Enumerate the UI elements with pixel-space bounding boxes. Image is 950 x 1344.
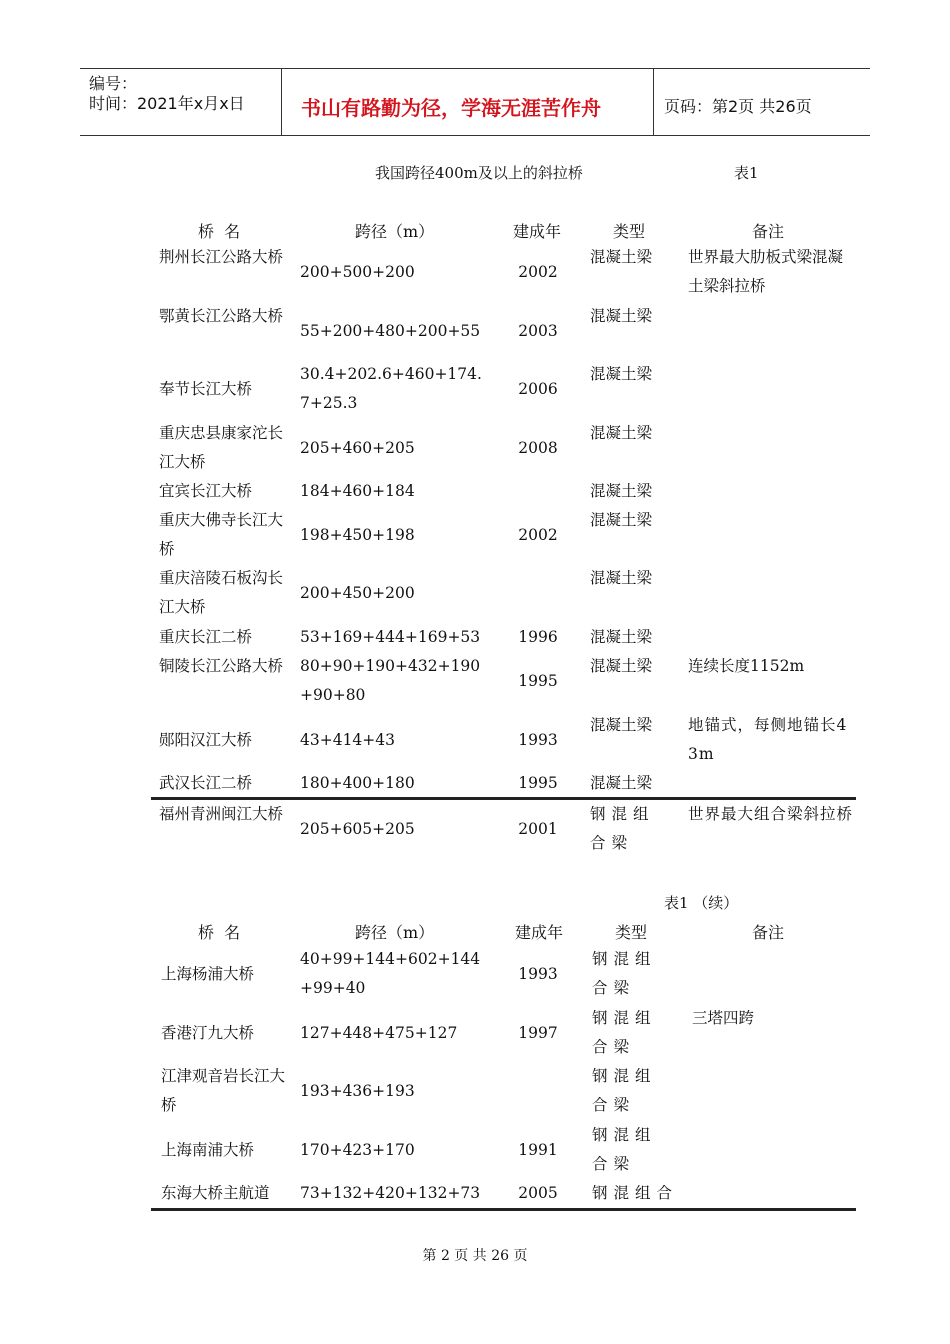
- header-top-rule: [80, 68, 870, 69]
- cell-span: 30.4+202.6+460+174.7+25.3: [300, 365, 482, 412]
- cell-type: 混凝土梁: [590, 657, 653, 675]
- header-bottom-rule: [80, 135, 870, 136]
- cell-span: 200+500+200: [300, 263, 415, 281]
- header-note: 备注: [752, 923, 785, 942]
- page-footer: 第 2 页 共 26 页: [422, 1248, 528, 1264]
- header-type: 类型: [613, 222, 646, 241]
- cell-year: 2005: [518, 1184, 558, 1202]
- cell-type: 混凝土梁: [590, 716, 653, 734]
- cell-type: 混凝土梁: [590, 365, 653, 383]
- cell-span: 53+169+444+169+53: [300, 628, 481, 646]
- table-1-title: 我国跨径400m及以上的斜拉桥: [375, 164, 583, 182]
- table-1-label: 表1: [734, 164, 759, 182]
- cell-type: 钢混组合梁: [592, 1067, 657, 1114]
- cell-name: 鄂黄长江公路大桥: [159, 307, 284, 325]
- cell-year: 1995: [518, 774, 558, 792]
- cell-note: 世界最大组合梁斜拉桥: [688, 805, 854, 823]
- cell-year: 1995: [518, 672, 558, 690]
- cell-note: 世界最大肋板式梁混凝土梁斜拉桥: [688, 248, 844, 295]
- header-span: 跨径（m）: [355, 923, 435, 942]
- cell-name: 香港汀九大桥: [161, 1024, 255, 1042]
- cell-year: 1993: [518, 965, 558, 983]
- cell-name: 重庆涪陵石板沟长江大桥: [159, 569, 284, 616]
- cell-name: 重庆长江二桥: [159, 628, 253, 646]
- cell-year: 1993: [518, 731, 558, 749]
- cell-name: 重庆大佛寺长江大桥: [159, 511, 284, 558]
- cell-year: 2006: [518, 380, 558, 398]
- cell-span: 193+436+193: [300, 1082, 415, 1100]
- cell-name: 福州青洲闽江大桥: [159, 805, 284, 823]
- cell-type: 混凝土梁: [590, 307, 653, 325]
- cell-type: 钢混组合梁: [592, 1009, 657, 1056]
- cell-name: 宜宾长江大桥: [159, 482, 253, 500]
- cell-span: 180+400+180: [300, 774, 415, 792]
- header-bridge-name: 桥 名: [198, 222, 241, 241]
- cell-note: 三塔四跨: [692, 1009, 755, 1027]
- cell-name: 东海大桥主航道: [161, 1184, 270, 1202]
- header-bridge-name: 桥 名: [198, 923, 241, 942]
- cell-span: 40+99+144+602+144+99+40: [300, 950, 481, 997]
- cell-type: 混凝土梁: [590, 774, 653, 792]
- cell-name: 重庆忠县康家沱长江大桥: [159, 424, 284, 471]
- cell-span: 205+460+205: [300, 439, 415, 457]
- cell-type: 混凝土梁: [590, 569, 653, 587]
- cell-type: 钢混组合梁: [592, 1126, 657, 1173]
- header-page-label: 页码：第2页 共26页: [664, 97, 812, 116]
- cell-name: 上海杨浦大桥: [161, 965, 255, 983]
- table-1-continued-label: 表1 （续）: [664, 894, 739, 912]
- header-note: 备注: [752, 222, 785, 241]
- cell-year: 2001: [518, 820, 558, 838]
- header-year: 建成年: [513, 222, 562, 241]
- cell-span: 55+200+480+200+55: [300, 322, 481, 340]
- cell-name: 奉节长江大桥: [159, 380, 253, 398]
- cell-name: 武汉长江二桥: [159, 774, 253, 792]
- cell-name: 荆州长江公路大桥: [159, 248, 284, 266]
- cell-type: 钢混组合梁: [592, 950, 657, 997]
- cell-span: 200+450+200: [300, 584, 415, 602]
- cell-note: 地锚式，每侧地锚长43m: [688, 716, 848, 763]
- header-span: 跨径（m）: [355, 222, 435, 241]
- cell-year: 1997: [518, 1024, 558, 1042]
- header-divider-left: [281, 68, 282, 136]
- cell-span: 205+605+205: [300, 820, 415, 838]
- cell-year: 1996: [518, 628, 558, 646]
- cell-year: 2002: [518, 526, 558, 544]
- cell-span: 170+423+170: [300, 1141, 415, 1159]
- cell-type: 钢混组合: [592, 1184, 679, 1202]
- cell-type: 钢混组合梁: [590, 805, 655, 852]
- cell-type: 混凝土梁: [590, 482, 653, 500]
- cell-year: 2003: [518, 322, 558, 340]
- cell-note: 连续长度1152m: [688, 657, 805, 675]
- cell-span: 198+450+198: [300, 526, 415, 544]
- header-number-label: 编号：: [89, 74, 138, 93]
- cell-name: 铜陵长江公路大桥: [159, 657, 284, 675]
- cell-type: 混凝土梁: [590, 628, 653, 646]
- cell-type: 混凝土梁: [590, 511, 653, 529]
- cell-year: 2002: [518, 263, 558, 281]
- cell-name: 江津观音岩长江大桥: [161, 1067, 286, 1114]
- cell-name: 郧阳汉江大桥: [159, 731, 253, 749]
- cell-year: 2008: [518, 439, 558, 457]
- cell-type: 混凝土梁: [590, 248, 653, 266]
- header-time-label: 时间：2021年x月x日: [89, 94, 245, 113]
- header-type: 类型: [615, 923, 648, 942]
- cell-span: 184+460+184: [300, 482, 415, 500]
- cell-type: 混凝土梁: [590, 424, 653, 442]
- cell-span: 73+132+420+132+73: [300, 1184, 481, 1202]
- header-year: 建成年: [515, 923, 564, 942]
- cell-name: 上海南浦大桥: [161, 1141, 255, 1159]
- header-slogan: 书山有路勤为径，学海无涯苦作舟: [301, 96, 601, 120]
- table-2-bottom-rule: [151, 1208, 856, 1211]
- cell-year: 1991: [518, 1141, 558, 1159]
- header-divider-right: [653, 68, 654, 136]
- cell-span: 80+90+190+432+190+90+80: [300, 657, 481, 704]
- cell-span: 43+414+43: [300, 731, 396, 749]
- cell-span: 127+448+475+127: [300, 1024, 458, 1042]
